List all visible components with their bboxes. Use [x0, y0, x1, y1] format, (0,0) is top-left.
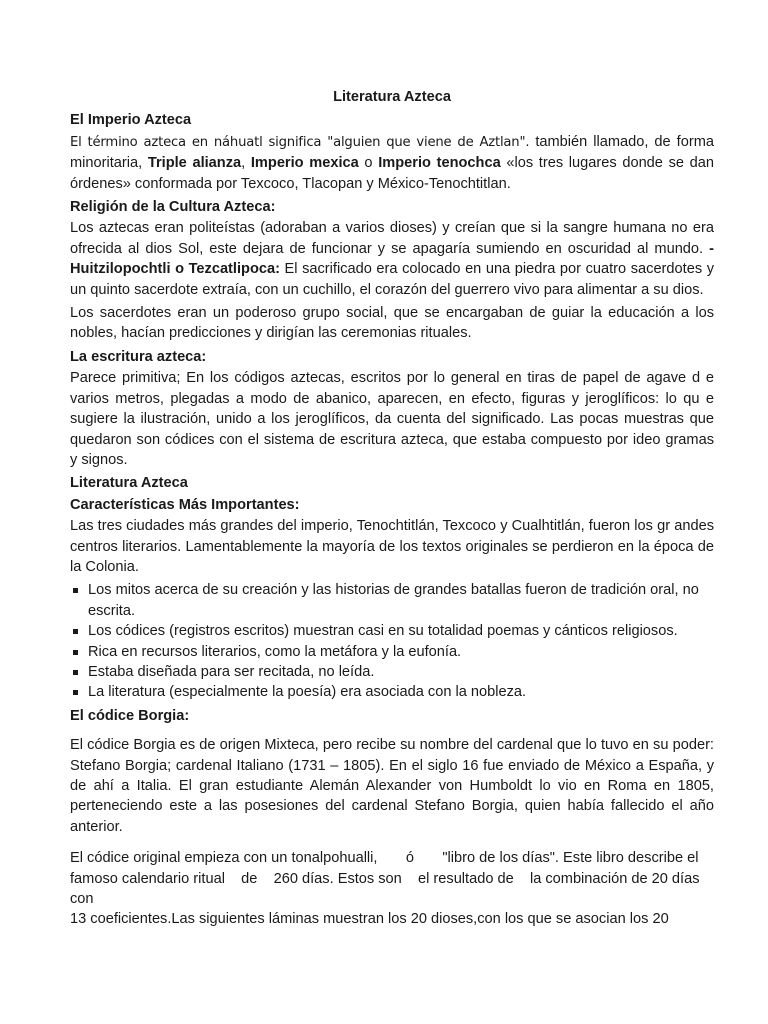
text-span: ,	[241, 155, 251, 172]
spacer	[70, 840, 714, 848]
document-title: Literatura Azteca	[333, 89, 451, 105]
list-item	[70, 682, 714, 702]
document-page	[70, 87, 714, 933]
paragraph-escritura: Parece primitiva; En los códigos aztecas, escritos por lo general en tiras de papel de agave d e varios metros, plegadas a modo de abanico, aparecen, en efecto, figuras y jeroglíficos: lo qu e sugiere la ilustración, unido a los jeroglíficos, da cuenta del significado. Las pocas muestras que quedaron son códices con el sistema de escritura azteca, que estaba compuesto por ideo gramas y signos.	[70, 370, 714, 468]
bold-term-imperio-tenochca: Imperio tenochca	[378, 155, 501, 172]
list-item-text: Los mitos acerca de su creación y las historias de grandes batallas fueron de tradición oral, no escrita.	[88, 582, 699, 619]
bullet-square-icon	[73, 629, 78, 634]
text-span: El sacrificado era colocado en una piedra por cuatro sacerdotes y un quinto sacerdote extraía, con un cuchillo, el corazón del guerrero vivo para alimentar a su dios.	[70, 261, 714, 298]
list-item	[70, 580, 714, 621]
characteristics-list	[70, 580, 714, 702]
list-item-text: La literatura (especialmente la poesía) era asociada con la nobleza.	[88, 684, 527, 701]
paragraph-religion-2: Los sacerdotes eran un poderoso grupo social, que se encargaban de guiar la educación a los nobles, hacían predicciones y dirigían las ceremonias rituales.	[70, 305, 714, 342]
heading-religion: Religión de la Cultura Azteca:	[70, 199, 276, 216]
list-item	[70, 662, 714, 682]
heading-imperio-azteca: El Imperio Azteca	[70, 112, 192, 129]
text-span: «los tres lugares donde se dan órdenes» conformada por Texcoco, Tlacopan y México-Tenochtitlan.	[70, 155, 715, 192]
bold-term-gods: - Huitzilopochtli o Tezcatlipoca:	[70, 240, 714, 278]
paragraph-codice-original: El códice original empieza con un tonalpohualli, ó "libro de los días". Este libro describe el famoso calendario ritual de 260 días. Estos son el resultado de la combinación de 20 días con	[70, 850, 704, 908]
text-span: también llamado, de forma minoritaria,	[70, 133, 714, 172]
paragraph-religion-1	[70, 218, 714, 300]
list-item-text: Rica en recursos literarios, como la metáfora y la eufonía.	[88, 643, 462, 660]
list-item	[70, 642, 714, 662]
bullet-square-icon	[73, 650, 78, 655]
list-item-text: Estaba diseñada para ser recitada, no leída.	[88, 663, 375, 680]
quote-text: El término azteca en náhuatl significa "alguien que viene de Aztlan".	[70, 134, 530, 150]
spacer	[70, 727, 714, 735]
heading-caracteristicas: Características Más Importantes:	[70, 496, 300, 513]
paragraph-codice-borgia: El códice Borgia es de origen Mixteca, pero recibe su nombre del cardenal que lo tuvo en su poder: Stefano Borgia; cardenal Italiano (1731 – 1805). En el siglo 16 fue enviado de México a España, y de ahí a Italia. El gran estudiante Alemán Alexander von Humboldt lo vio en Roma en 1805, perteneciendo este a las posesiones del cardenal Stefano Borgia, quien había fallecido el año anterior.	[70, 737, 714, 835]
heading-escritura: La escritura azteca:	[70, 348, 207, 365]
bold-term-triple-alianza: Triple alianza	[147, 155, 242, 172]
bullet-square-icon	[73, 588, 78, 593]
text-span: o	[358, 155, 379, 172]
list-item	[70, 621, 714, 641]
list-item-text: Los códices (registros escritos) muestran casi en su totalidad poemas y cánticos religiosos.	[88, 623, 678, 640]
paragraph-caracteristicas: Las tres ciudades más grandes del imperio, Tenochtitlán, Texcoco y Cualhtitlán, fueron los gr andes centros literarios. Lamentablemente la mayoría de los textos originales se perdieron en la época de la Colonia.	[70, 518, 714, 575]
bullet-square-icon	[73, 690, 78, 695]
paragraph-coeficientes: 13 coeficientes.Las siguientes láminas muestran los 20 dioses,con los que se asocian los 20	[70, 911, 669, 928]
text-span: Los aztecas eran politeístas (adoraban a varios dioses) y creían que si la sangre humana no era ofrecida al dios Sol, este dejara de funcionar y se apagaría sumiendo en oscuridad al mundo.	[70, 220, 714, 257]
heading-codice-borgia: El códice Borgia:	[70, 707, 190, 724]
paragraph-imperio-azteca	[70, 132, 714, 194]
bullet-square-icon	[73, 670, 78, 675]
bold-term-imperio-mexica: Imperio mexica	[250, 155, 359, 172]
heading-literatura: Literatura Azteca	[70, 475, 188, 492]
